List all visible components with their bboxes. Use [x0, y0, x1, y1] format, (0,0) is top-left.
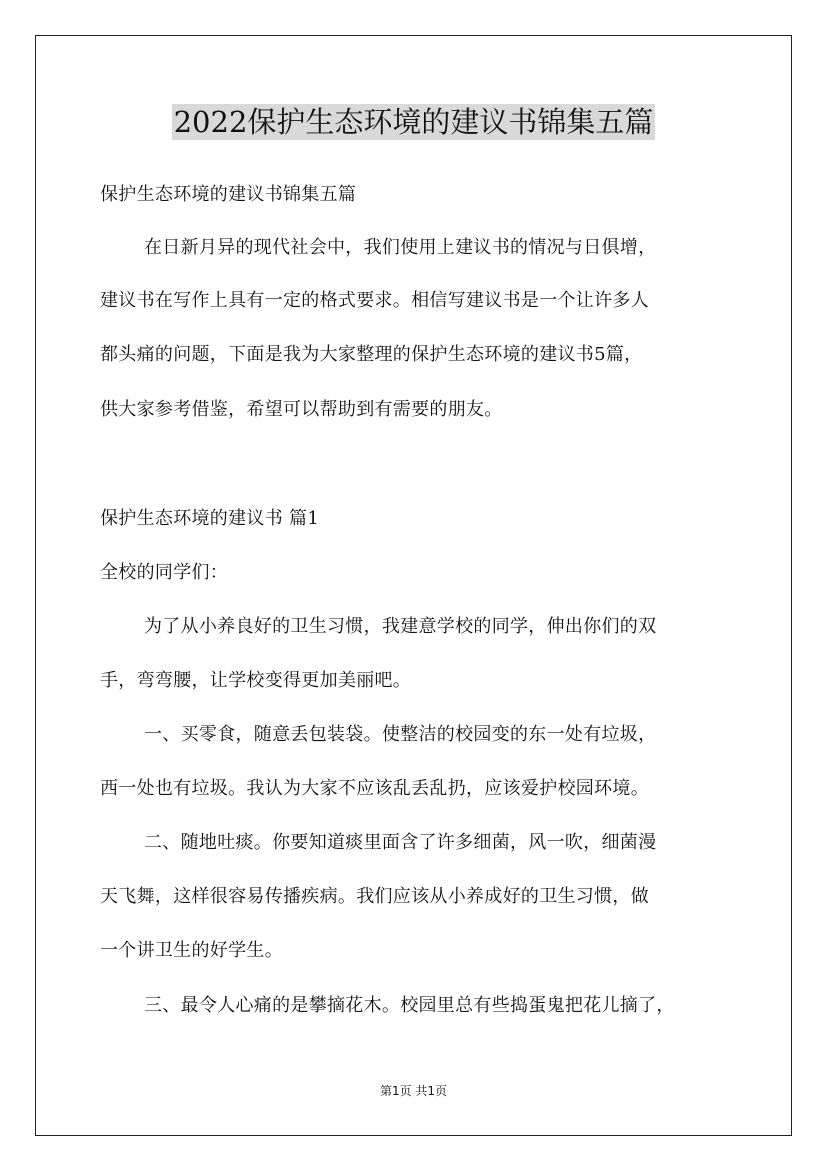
document-subtitle: 保护生态环境的建议书锦集五篇: [100, 184, 357, 205]
intro-line-3: 都头痛的问题，下面是我为大家整理的保护生态环境的建议书5篇，: [100, 344, 643, 365]
body-line-1: 为了从小养良好的卫生习惯，我建意学校的同学，伸出你们的双: [144, 616, 657, 637]
body-line-7: 一个讲卫生的好学生。: [100, 940, 283, 961]
salutation: 全校的同学们：: [100, 562, 229, 583]
intro-line-1: 在日新月异的现代社会中，我们使用上建议书的情况与日俱增，: [144, 237, 657, 258]
body-line-4: 西一处也有垃圾。我认为大家不应该乱丢乱扔，应该爱护校园环境。: [100, 778, 649, 799]
body-line-6: 天飞舞，这样很容易传播疾病。我们应该从小养成好的卫生习惯，做: [100, 886, 649, 907]
intro-line-4: 供大家参考借鉴，希望可以帮助到有需要的朋友。: [100, 399, 503, 420]
document-title-text: 2022保护生态环境的建议书锦集五篇: [173, 105, 654, 139]
body-line-2: 手，弯弯腰，让学校变得更加美丽吧。: [100, 670, 412, 691]
body-line-3: 一、买零食，随意丢包装袋。使整洁的校园变的东一处有垃圾，: [144, 724, 657, 745]
section-heading: 保护生态环境的建议书 篇1: [100, 508, 320, 529]
page-footer: 第1页 共1页: [379, 1084, 448, 1098]
intro-line-2: 建议书在写作上具有一定的格式要求。相信写建议书是一个让许多人: [100, 290, 649, 311]
body-line-5: 二、随地吐痰。你要知道痰里面含了许多细菌，风一吹，细菌漫: [144, 832, 657, 853]
document-title: [0, 103, 827, 141]
body-line-8: 三、最令人心痛的是攀摘花木。校园里总有些捣蛋鬼把花儿摘了，: [144, 995, 675, 1016]
